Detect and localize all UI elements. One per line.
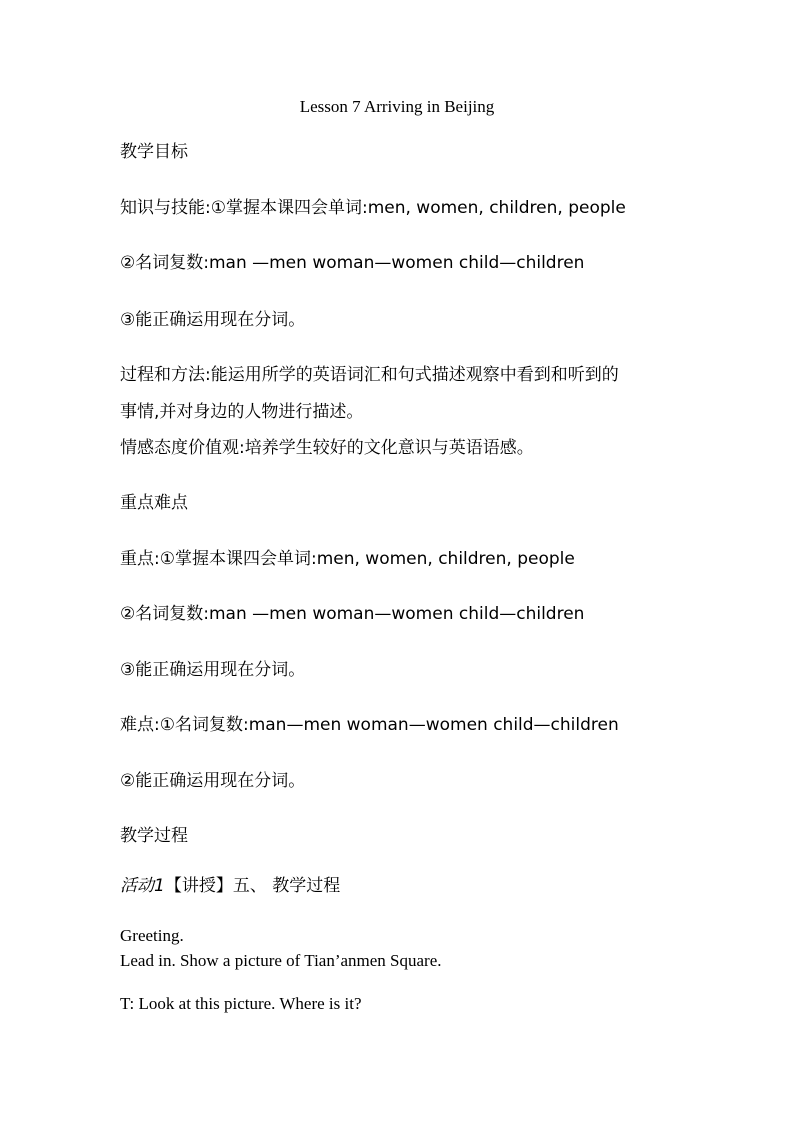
process-method-line-2: 事情,并对身边的人物进行描述。 [120, 402, 364, 422]
key-point-1: 重点:①掌握本课四会单词:men, women, children, people [120, 549, 575, 569]
activity-prefix: 活动1 [120, 876, 165, 896]
process-heading: 教学过程 [120, 826, 188, 846]
greeting-line: Greeting. [120, 926, 184, 945]
present-participle-line: ③能正确运用现在分词。 [120, 310, 306, 330]
key-point-3: ③能正确运用现在分词。 [120, 660, 306, 680]
knowledge-skills-line: 知识与技能:①掌握本课四会单词:men, women, children, people [120, 198, 626, 218]
key-points-heading: 重点难点 [120, 493, 188, 513]
teacher-question-line: T: Look at this picture. Where is it? [120, 994, 362, 1013]
key-point-2: ②名词复数:man —men woman—women child—children [120, 604, 585, 624]
activity-rest: 【讲授】五、 教学过程 [164, 876, 341, 896]
goals-heading: 教学目标 [120, 142, 188, 162]
noun-plural-line: ②名词复数:man —men woman—women child—children [120, 253, 585, 273]
lead-in-line: Lead in. Show a picture of Tian’anmen Square. [120, 951, 442, 970]
difficulty-2: ②能正确运用现在分词。 [120, 771, 306, 791]
difficulty-1: 难点:①名词复数:man—men woman—women child—children [120, 715, 619, 735]
process-method-line-1: 过程和方法:能运用所学的英语词汇和句式描述观察中看到和听到的 [120, 365, 619, 385]
lesson-title: Lesson 7 Arriving in Beijing [299, 97, 495, 116]
activity-line [120, 875, 340, 897]
emotion-attitude-line: 情感态度价值观:培养学生较好的文化意识与英语语感。 [120, 438, 534, 458]
